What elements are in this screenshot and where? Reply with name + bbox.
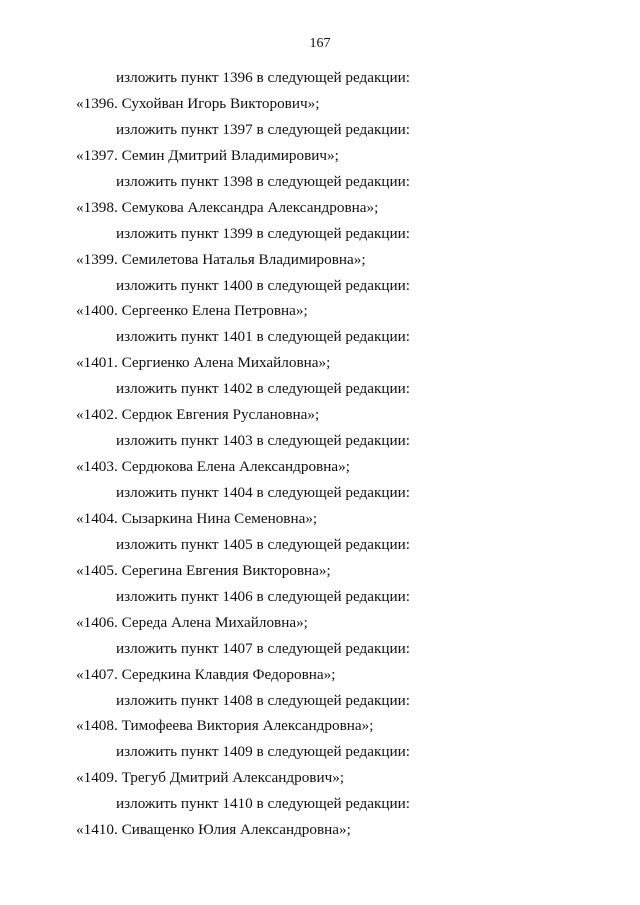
amendment-entry-line: «1398. Семукова Александра Александровна»; xyxy=(76,198,379,216)
amendment-entry-line: «1399. Семилетова Наталья Владимировна»; xyxy=(76,250,366,268)
amendment-entry-line: «1404. Сызаркина Нина Семеновна»; xyxy=(76,509,318,527)
document-body xyxy=(0,65,640,843)
amendment-instruction-line: изложить пункт 1402 в следующей редакции: xyxy=(116,380,410,398)
amendment-instruction-line: изложить пункт 1397 в следующей редакции: xyxy=(116,120,410,138)
amendment-entry-line: «1409. Трегуб Дмитрий Александрович»; xyxy=(76,769,345,787)
amendment-entry-line: «1403. Сердюкова Елена Александровна»; xyxy=(76,458,350,476)
amendment-entry-line: «1408. Тимофеева Виктория Александровна»; xyxy=(76,717,374,735)
amendment-instruction-line: изложить пункт 1400 в следующей редакции: xyxy=(116,276,410,294)
amendment-entry-line: «1407. Середкина Клавдия Федоровна»; xyxy=(76,665,336,683)
amendment-instruction-line: изложить пункт 1403 в следующей редакции: xyxy=(116,432,410,450)
amendment-entry-line: «1406. Середа Алена Михайловна»; xyxy=(76,613,308,631)
amendment-entry-line: «1397. Семин Дмитрий Владимирович»; xyxy=(76,146,339,164)
amendment-instruction-line: изложить пункт 1396 в следующей редакции: xyxy=(116,69,410,86)
amendment-instruction-line: изложить пункт 1409 в следующей редакции: xyxy=(116,743,410,761)
amendment-instruction-line: изложить пункт 1407 в следующей редакции: xyxy=(116,639,410,657)
amendment-instruction-line: изложить пункт 1406 в следующей редакции: xyxy=(116,587,410,605)
amendment-instruction-line: изложить пункт 1401 в следующей редакции: xyxy=(116,328,410,346)
amendment-instruction-line: изложить пункт 1399 в следующей редакции: xyxy=(116,224,410,242)
amendment-instruction-line: изложить пункт 1408 в следующей редакции: xyxy=(116,691,410,709)
amendment-entry-line: «1402. Сердюк Евгения Руслановна»; xyxy=(76,406,320,424)
amendment-entry-line: «1405. Серегина Евгения Викторовна»; xyxy=(76,561,331,579)
amendment-instruction-line: изложить пункт 1405 в следующей редакции: xyxy=(116,535,410,553)
amendment-entry-line: «1400. Сергеенко Елена Петровна»; xyxy=(76,302,308,320)
amendment-entry-line: «1396. Сухойван Игорь Викторович»; xyxy=(76,94,320,112)
amendment-instruction-line: изложить пункт 1410 в следующей редакции: xyxy=(116,795,410,813)
amendment-instruction-line: изложить пункт 1398 в следующей редакции: xyxy=(116,172,410,190)
amendment-entry-line: «1410. Сиващенко Юлия Александровна»; xyxy=(76,821,351,839)
amendment-instruction-line: изложить пункт 1404 в следующей редакции: xyxy=(116,484,410,501)
amendment-entry-line: «1401. Сергиенко Алена Михайловна»; xyxy=(76,354,331,372)
page-number: 167 xyxy=(309,36,331,51)
